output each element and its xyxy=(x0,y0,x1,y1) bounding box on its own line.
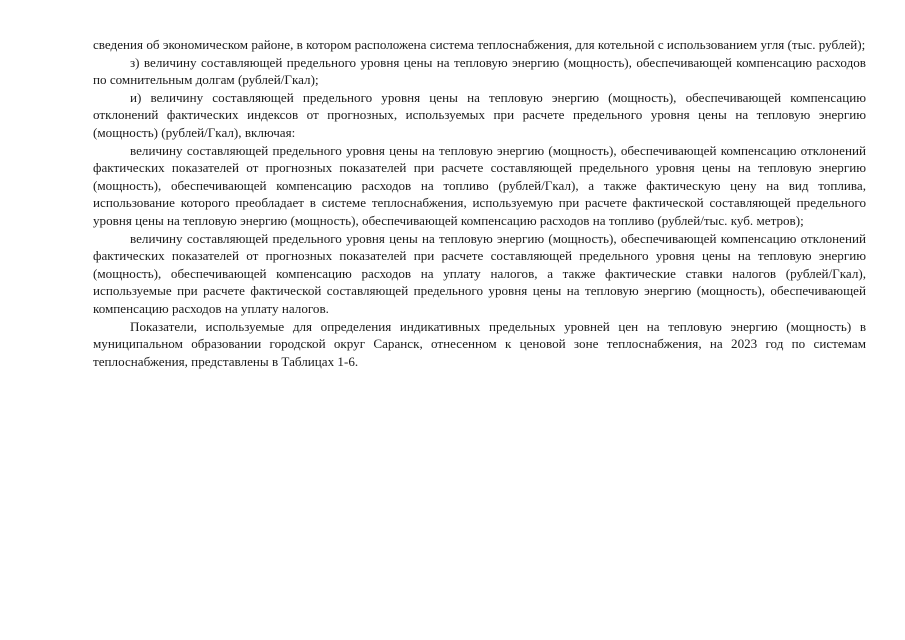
paragraph-item-z: з) величину составляющей предельного уровня цены на тепловую энергию (мощность), обеспечивающей компенсацию расходов по сомнительным долгам (рублей/Гкал); xyxy=(93,54,866,88)
paragraph-item-i: и) величину составляющей предельного уровня цены на тепловую энергию (мощность), обеспечивающей компенсацию отклонений фактических индексов от прогнозных, используемых при расчете предельного уровня цены на тепловую энергию (мощность) (рублей/Гкал), включая: xyxy=(93,89,866,140)
paragraph-subitem-taxes: величину составляющей предельного уровня цены на тепловую энергию (мощность), обеспечивающей компенсацию отклонений фактических показателей от прогнозных показателей при расчете составляющей предельного уровня цены на тепловую энергию (мощность), обеспечивающей компенсацию расходов на уплату налогов, а также фактические ставки налогов (рублей/Гкал), используемые при расчете фактической составляющей предельного уровня цены на тепловую энергию (мощность), обеспечивающей компенсацию расходов на уплату налогов. xyxy=(93,230,866,316)
document-body xyxy=(93,36,866,370)
paragraph-continuation: сведения об экономическом районе, в котором расположена система теплоснабжения, для котельной с использованием угля (тыс. рублей); xyxy=(93,37,866,52)
paragraph-summary: Показатели, используемые для определения индикативных предельных уровней цен на тепловую энергию (мощность) в муниципальном образовании городской округ Саранск, отнесенном к ценовой зоне теплоснабжения, на 2023 год по системам теплоснабжения, представлены в Таблицах 1-6. xyxy=(93,318,866,369)
paragraph-subitem-fuel: величину составляющей предельного уровня цены на тепловую энергию (мощность), обеспечивающей компенсацию отклонений фактических показателей от прогнозных показателей при расчете составляющей предельного уровня цены на тепловую энергию (мощность), обеспечивающей компенсацию расходов на топливо (рублей/Гкал), а также фактическую цену на вид топлива, использование которого преобладает в системе теплоснабжения, используемую при расчете фактической составляющей предельного уровня цены на тепловую энергию (мощность), обеспечивающей компенсацию расходов на топливо (рублей/тыс. куб. метров); xyxy=(93,142,866,228)
